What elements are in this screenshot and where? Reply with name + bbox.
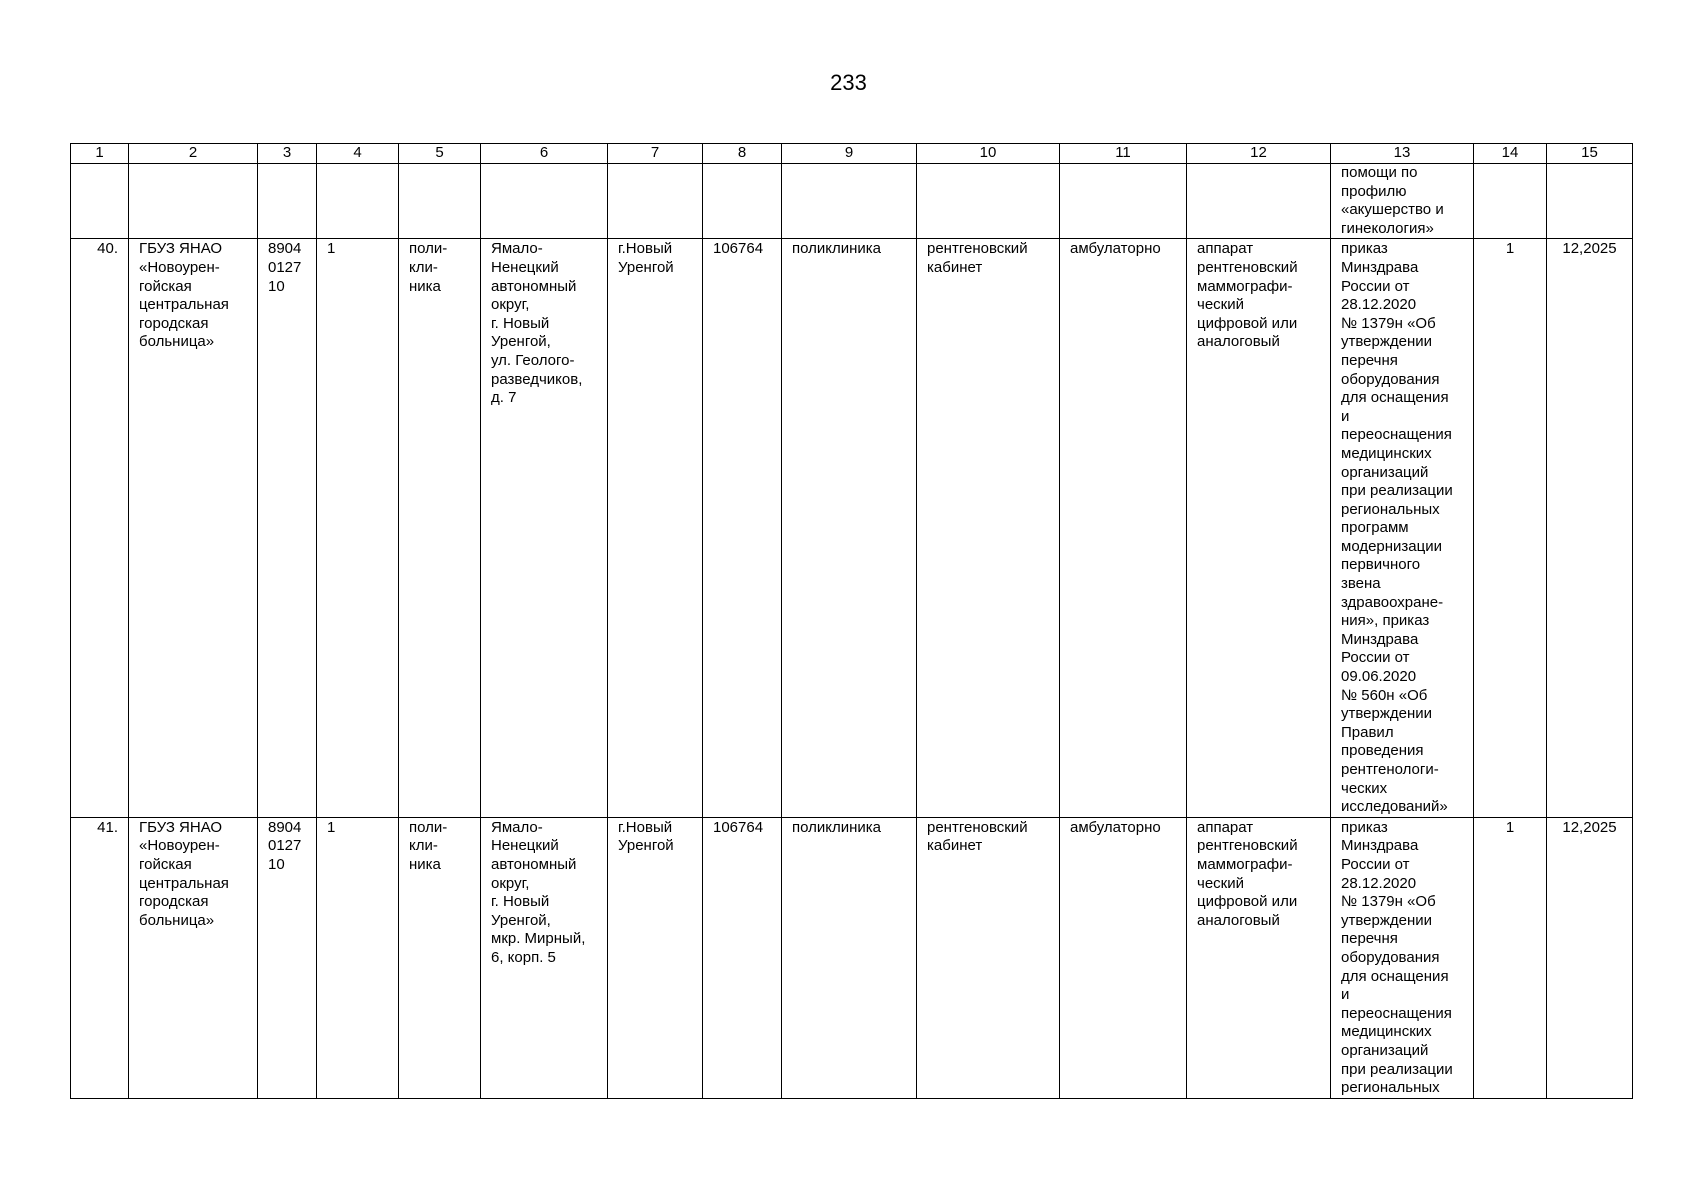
table-cell [1060,164,1187,239]
table-row [71,239,1633,817]
column-header: 6 [481,144,608,164]
table-cell-legal-basis: помощи по профилю «акушерство и гинекология» [1331,164,1474,239]
table-cell [481,164,608,239]
column-header: 3 [258,144,317,164]
subdivision-cell: поликлиника [782,239,917,817]
address-cell: Ямало- Ненецкий автономный округ, г. Новый Уренгой, ул. Геолого- разведчиков, д. 7 [481,239,608,817]
table-cell [258,164,317,239]
table-cell: 1 [317,817,399,1098]
table-cell [1547,164,1633,239]
table-cell: 1 [317,239,399,817]
quantity-cell: 1 [1474,239,1547,817]
date-cell: 12,2025 [1547,817,1633,1098]
column-header: 13 [1331,144,1474,164]
table-cell [782,164,917,239]
header-row [71,144,1633,164]
column-header: 14 [1474,144,1547,164]
facility-type-cell: поли- кли- ника [399,239,481,817]
column-header: 10 [917,144,1060,164]
table-cell [129,164,258,239]
department-cell: рентгеновский кабинет [917,239,1060,817]
column-header: 7 [608,144,703,164]
row-number-cell: 41. [71,817,129,1098]
care-mode-cell: амбулаторно [1060,817,1187,1098]
organization-cell: ГБУЗ ЯНАО «Новоурен- гойская центральная городская больница» [129,817,258,1098]
table-cell [703,164,782,239]
column-header: 15 [1547,144,1633,164]
column-header: 8 [703,144,782,164]
page-number: 233 [830,70,867,95]
population-cell: 106764 [703,817,782,1098]
column-header: 5 [399,144,481,164]
column-header: 11 [1060,144,1187,164]
equipment-cell: аппарат рентгеновский маммографи- ческий цифровой или аналоговый [1187,239,1331,817]
address-cell: Ямало- Ненецкий автономный округ, г. Новый Уренгой, мкр. Мирный, 6, корп. 5 [481,817,608,1098]
column-header: 1 [71,144,129,164]
data-table [70,143,1633,1099]
organization-cell: ГБУЗ ЯНАО «Новоурен- гойская центральная городская больница» [129,239,258,817]
table-row-continuation [71,164,1633,239]
table-cell-legal-basis: приказ Минздрава России от 28.12.2020 № 1379н «Об утверждении перечня оборудования для оснащения и переоснащения медицинских организаций при реализации региональных [1331,817,1474,1098]
care-mode-cell: амбулаторно [1060,239,1187,817]
column-header: 2 [129,144,258,164]
table-cell-legal-basis: приказ Минздрава России от 28.12.2020 № 1379н «Об утверждении перечня оборудования для оснащения и переоснащения медицинских организаций при реализации региональных программ модернизации первичного звена здравоохране- ния», приказ Минздрава России от 09.06.2020 № 560н «Об утверждении Правил проведения рентгенологи- ческих исследований» [1331,239,1474,817]
table-cell [1474,164,1547,239]
code-cell: 8904 0127 10 [258,239,317,817]
date-cell: 12,2025 [1547,239,1633,817]
table-row [71,817,1633,1098]
column-header: 12 [1187,144,1331,164]
population-cell: 106764 [703,239,782,817]
row-number-cell: 40. [71,239,129,817]
table-cell [1187,164,1331,239]
subdivision-cell: поликлиника [782,817,917,1098]
city-cell: г.Новый Уренгой [608,239,703,817]
code-cell: 8904 0127 10 [258,817,317,1098]
equipment-cell: аппарат рентгеновский маммографи- ческий цифровой или аналоговый [1187,817,1331,1098]
facility-type-cell: поли- кли- ника [399,817,481,1098]
table-cell [608,164,703,239]
column-header: 9 [782,144,917,164]
city-cell: г.Новый Уренгой [608,817,703,1098]
table-cell [317,164,399,239]
table-cell [71,164,129,239]
table-cell [917,164,1060,239]
column-header: 4 [317,144,399,164]
quantity-cell: 1 [1474,817,1547,1098]
table-cell [399,164,481,239]
department-cell: рентгеновский кабинет [917,817,1060,1098]
